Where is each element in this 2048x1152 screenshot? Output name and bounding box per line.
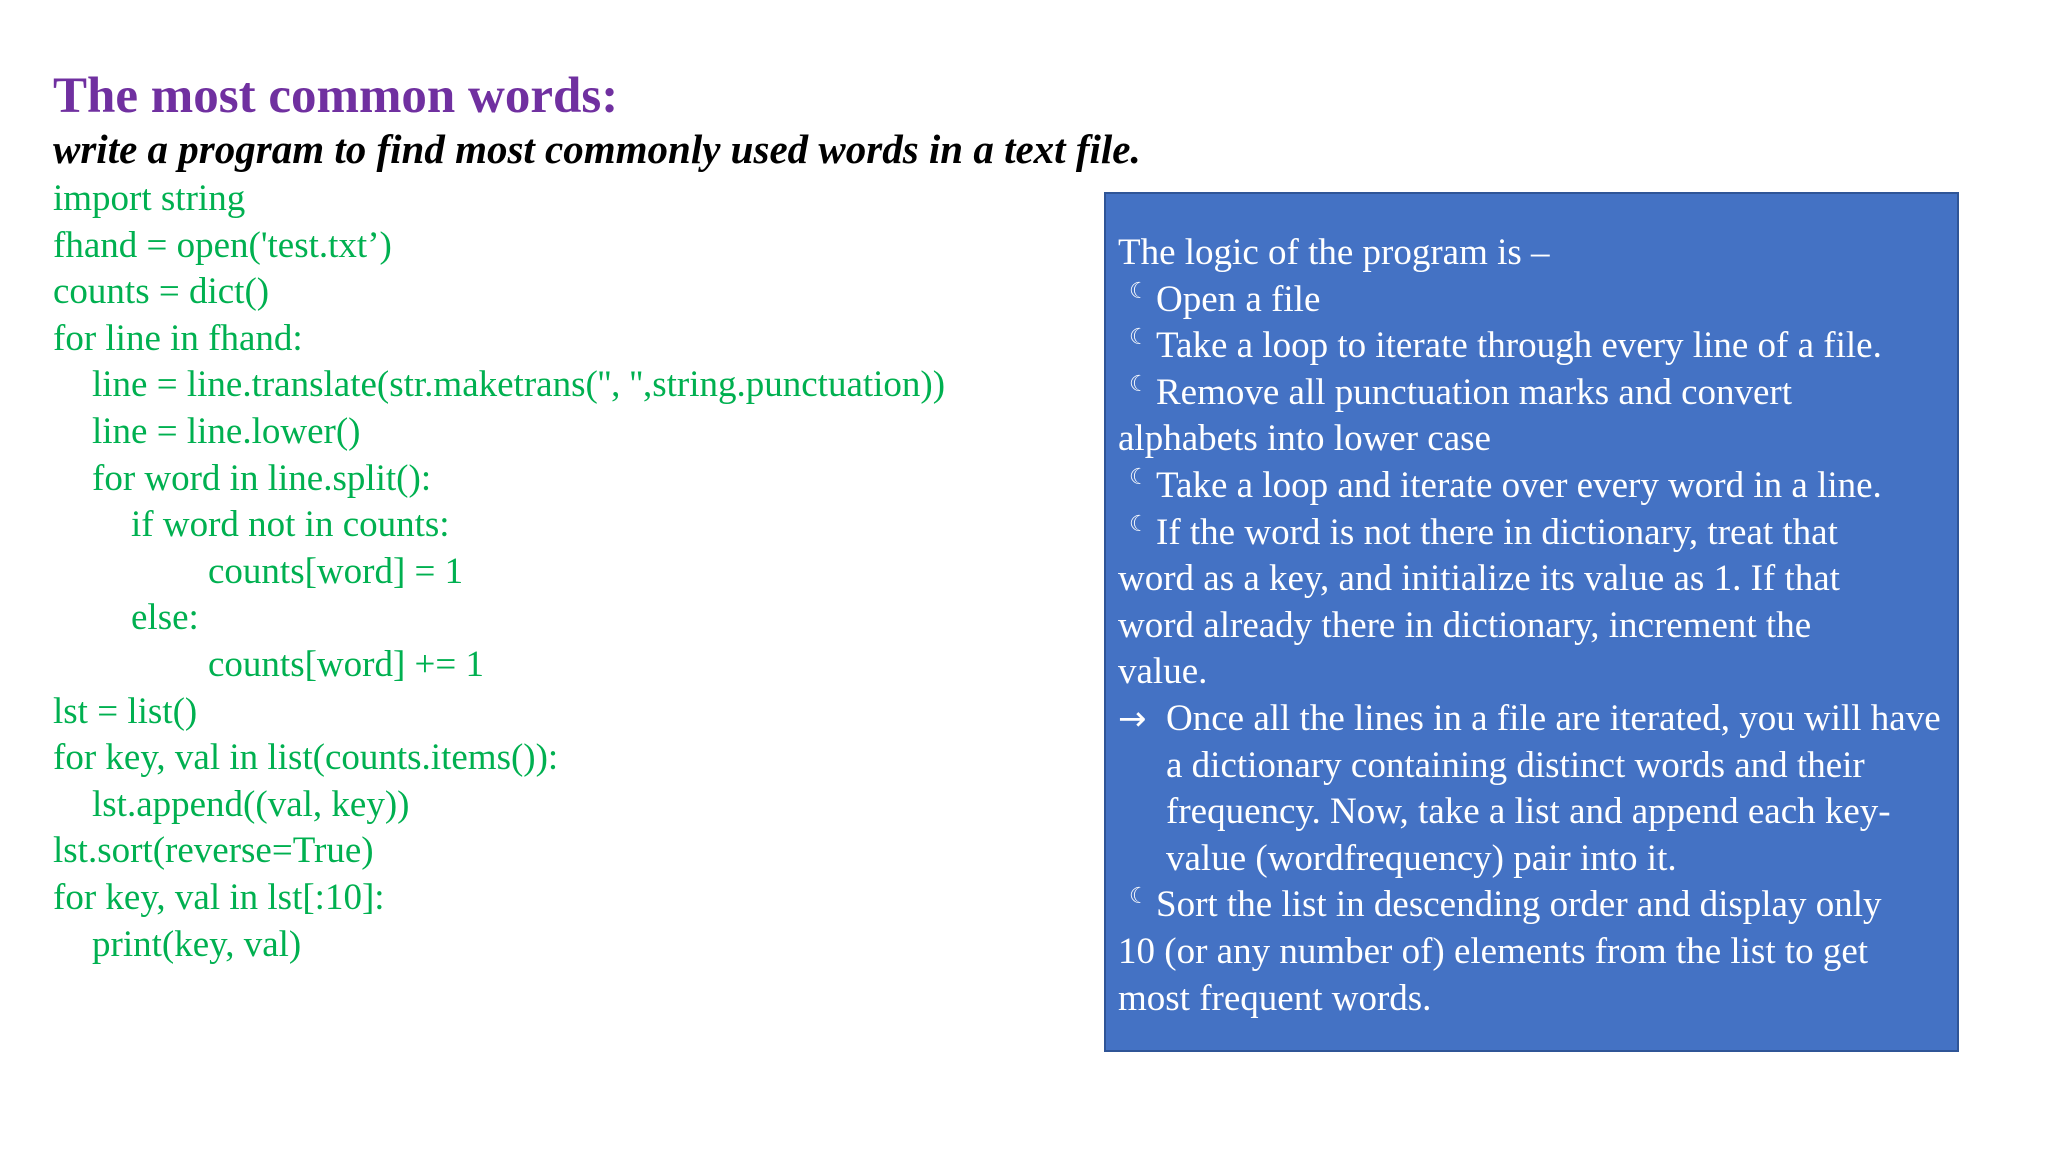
code-line: line = line.translate(str.maketrans('', '',string.punctuation)): [92, 364, 946, 406]
moon-bullet-icon: ☾: [1129, 370, 1149, 396]
bullet-continuation: 10 (or any number of) elements from the list to get: [1118, 930, 1869, 972]
arrow-bullet-text: Once all the lines in a file are iterated, you will have a dictionary containing distinct words and their frequency. Now, take a list and append each key-value (wordfrequency) pair into it.: [1166, 697, 1941, 879]
code-line: for word in line.split():: [92, 457, 432, 499]
bullet-continuation: value.: [1118, 651, 1208, 693]
bullet-continuation: word already there in dictionary, increment the: [1118, 604, 1812, 646]
moon-bullet-icon: ☾: [1129, 324, 1149, 350]
logic-box: [1104, 192, 1959, 1052]
moon-bullet-icon: ☾: [1129, 463, 1149, 489]
moon-bullet-icon: ☾: [1129, 510, 1149, 536]
code-line: if word not in counts:: [131, 504, 450, 546]
bullet-text: Take a loop and iterate over every word in a line.: [1156, 464, 1882, 506]
code-line: lst.append((val, key)): [92, 783, 410, 825]
arrow-right-icon: →: [1118, 698, 1147, 739]
code-line: lst = list(): [53, 690, 198, 732]
code-line: print(key, val): [92, 923, 302, 965]
bullet-text: Open a file: [1156, 278, 1321, 320]
bullet-text: Sort the list in descending order and display only: [1156, 884, 1882, 926]
code-line: for key, val in lst[:10]:: [53, 876, 385, 918]
code-line: for key, val in list(counts.items()):: [53, 737, 559, 779]
moon-bullet-icon: ☾: [1129, 883, 1149, 909]
bullet-text: If the word is not there in dictionary, treat that: [1156, 511, 1838, 553]
slide-title: The most common words:: [53, 68, 619, 124]
code-line: counts[word] = 1: [208, 550, 464, 592]
code-line: line = line.lower(): [92, 410, 361, 452]
bullet-continuation: alphabets into lower case: [1118, 418, 1491, 460]
code-line: counts[word] += 1: [208, 643, 485, 685]
logic-bullet: [1118, 370, 1957, 417]
slide-subtitle: write a program to find most commonly used words in a text file.: [53, 126, 1141, 172]
logic-bullet: [1118, 882, 1957, 929]
bullet-text: Remove all punctuation marks and convert: [1156, 371, 1793, 413]
arrow-bullet: [1118, 696, 1957, 882]
code-line: fhand = open('test.txt’): [53, 224, 392, 266]
logic-bullet: [1118, 277, 1957, 324]
logic-heading: The logic of the program is –: [1118, 232, 1550, 273]
code-line: for line in fhand:: [53, 317, 303, 359]
bullet-continuation: most frequent words.: [1118, 977, 1432, 1019]
bullet-continuation: word as a key, and initialize its value as 1. If that: [1118, 558, 1840, 600]
bullet-text: Take a loop to iterate through every line of a file.: [1156, 325, 1882, 367]
logic-bullet: [1118, 323, 1957, 370]
code-line: else:: [131, 597, 199, 639]
moon-bullet-icon: ☾: [1129, 277, 1149, 303]
code-line: counts = dict(): [53, 271, 270, 313]
code-block: [53, 176, 945, 968]
code-line: import string: [53, 178, 246, 219]
logic-bullet: [1118, 510, 1957, 557]
logic-bullet: [1118, 463, 1957, 510]
code-line: lst.sort(reverse=True): [53, 830, 374, 872]
